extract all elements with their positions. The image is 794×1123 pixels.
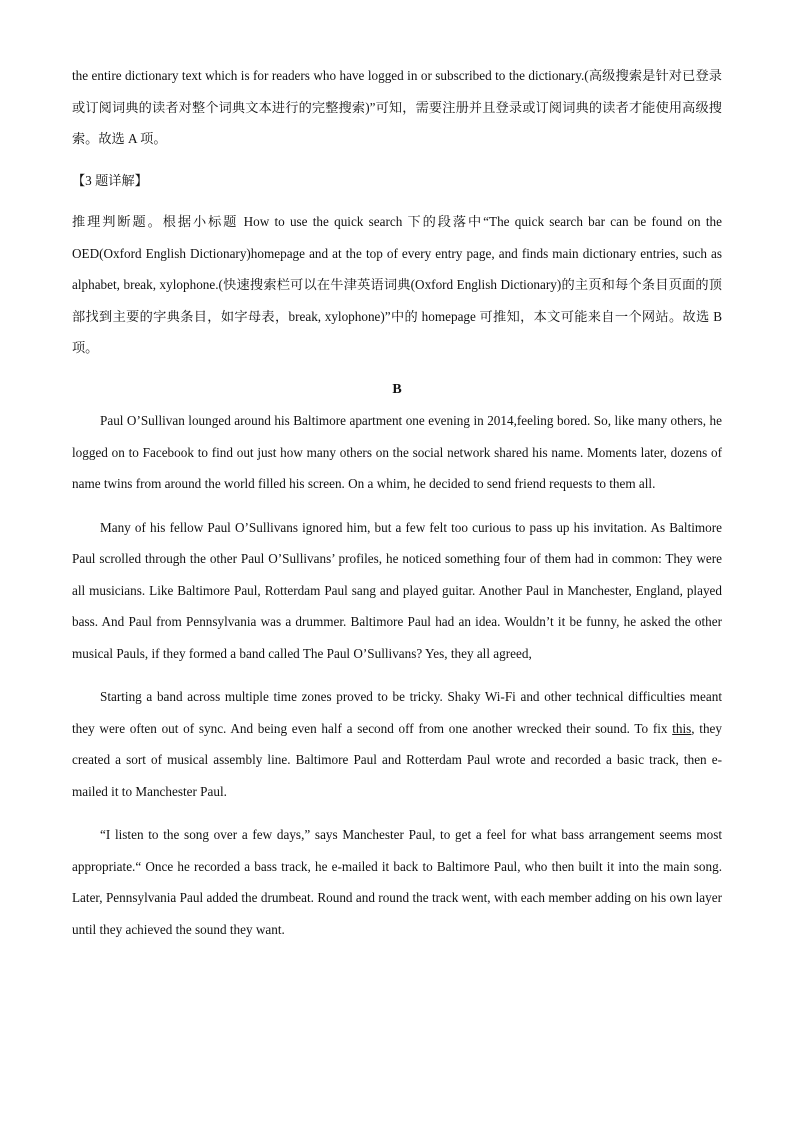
passage-paragraph-4: “I listen to the song over a few days,” says Manchester Paul, to get a feel for what bass arrangement seems most appropriate.“ Once he recorded a bass track, he e-mailed it back to Baltimore Paul, who then built it into the main song. Later, Pennsylvania Paul added the drumbeat. Round and round the track went, with each member adding on his own layer until they achieved the sound they want. bbox=[72, 827, 722, 937]
passage-paragraph-3 bbox=[72, 681, 722, 807]
passage-paragraph-1: Paul O’Sullivan lounged around his Baltimore apartment one evening in 2014,feeling bored. So, like many others, he logged on to Facebook to find out just how many others on the social network shared his name. Moments later, dozens of name twins from around the world filled his screen. On a whim, he decided to send friend requests to them all. bbox=[72, 413, 722, 491]
document-body bbox=[72, 60, 722, 945]
answer-explanation-2-continued: the entire dictionary text which is for readers who have logged in or subscribed to the dictionary.(高级搜索是针对已登录或订阅词典的读者对整个词典文本进行的完整搜索)”可知，需要注册并且登录或订阅词典的读者才能使用高级搜索。故选 A 项。 bbox=[72, 68, 722, 146]
answer-explanation-3: 推理判断题。根据小标题 How to use the quick search 下的段落中“The quick search bar can be found on the OED(Oxford English Dictionary)homepage and at the top of every entry page, and finds main dictionary entries, such as alphabet, break, xylophone.(快速搜索栏可以在牛津英语词典(Oxford English Dictionary)的主页和每个条目页面的顶部找到主要的字典条目，如字母表，break, xylophone)”中的 homepage 可推知，本文可能来自一个网站。故选 B 项。 bbox=[72, 214, 722, 355]
passage-paragraph-3-end: , they created a sort of musical assembly line. Baltimore Paul and Rotterdam Paul wrote and recorded a basic track, then e-mailed it to Manchester Paul. bbox=[72, 720, 722, 799]
section-heading-b: B bbox=[392, 381, 402, 397]
passage-paragraph-3-start: Starting a band across multiple time zones proved to be tricky. Shaky Wi-Fi and other technical difficulties meant they were often out of sync. And being even half a second off from one another wrecked their sound. To fix bbox=[72, 689, 722, 736]
question-3-heading: 【3 题详解】 bbox=[72, 172, 148, 188]
underlined-word-this: this bbox=[672, 720, 692, 736]
passage-paragraph-2: Many of his fellow Paul O’Sullivans ignored him, but a few felt too curious to pass up his invitation. As Baltimore Paul scrolled through the other Paul O’Sullivans’ profiles, he noticed something four of them had in common: They were all musicians. Like Baltimore Paul, Rotterdam Paul sang and played guitar. Another Paul in Manchester, England, played bass. And Paul from Pennsylvania was a drummer. Baltimore Paul had an idea. Wouldn’t it be funny, he asked the other musical Pauls, if they formed a band called The Paul O’Sullivans? Yes, they all agreed, bbox=[72, 519, 722, 661]
